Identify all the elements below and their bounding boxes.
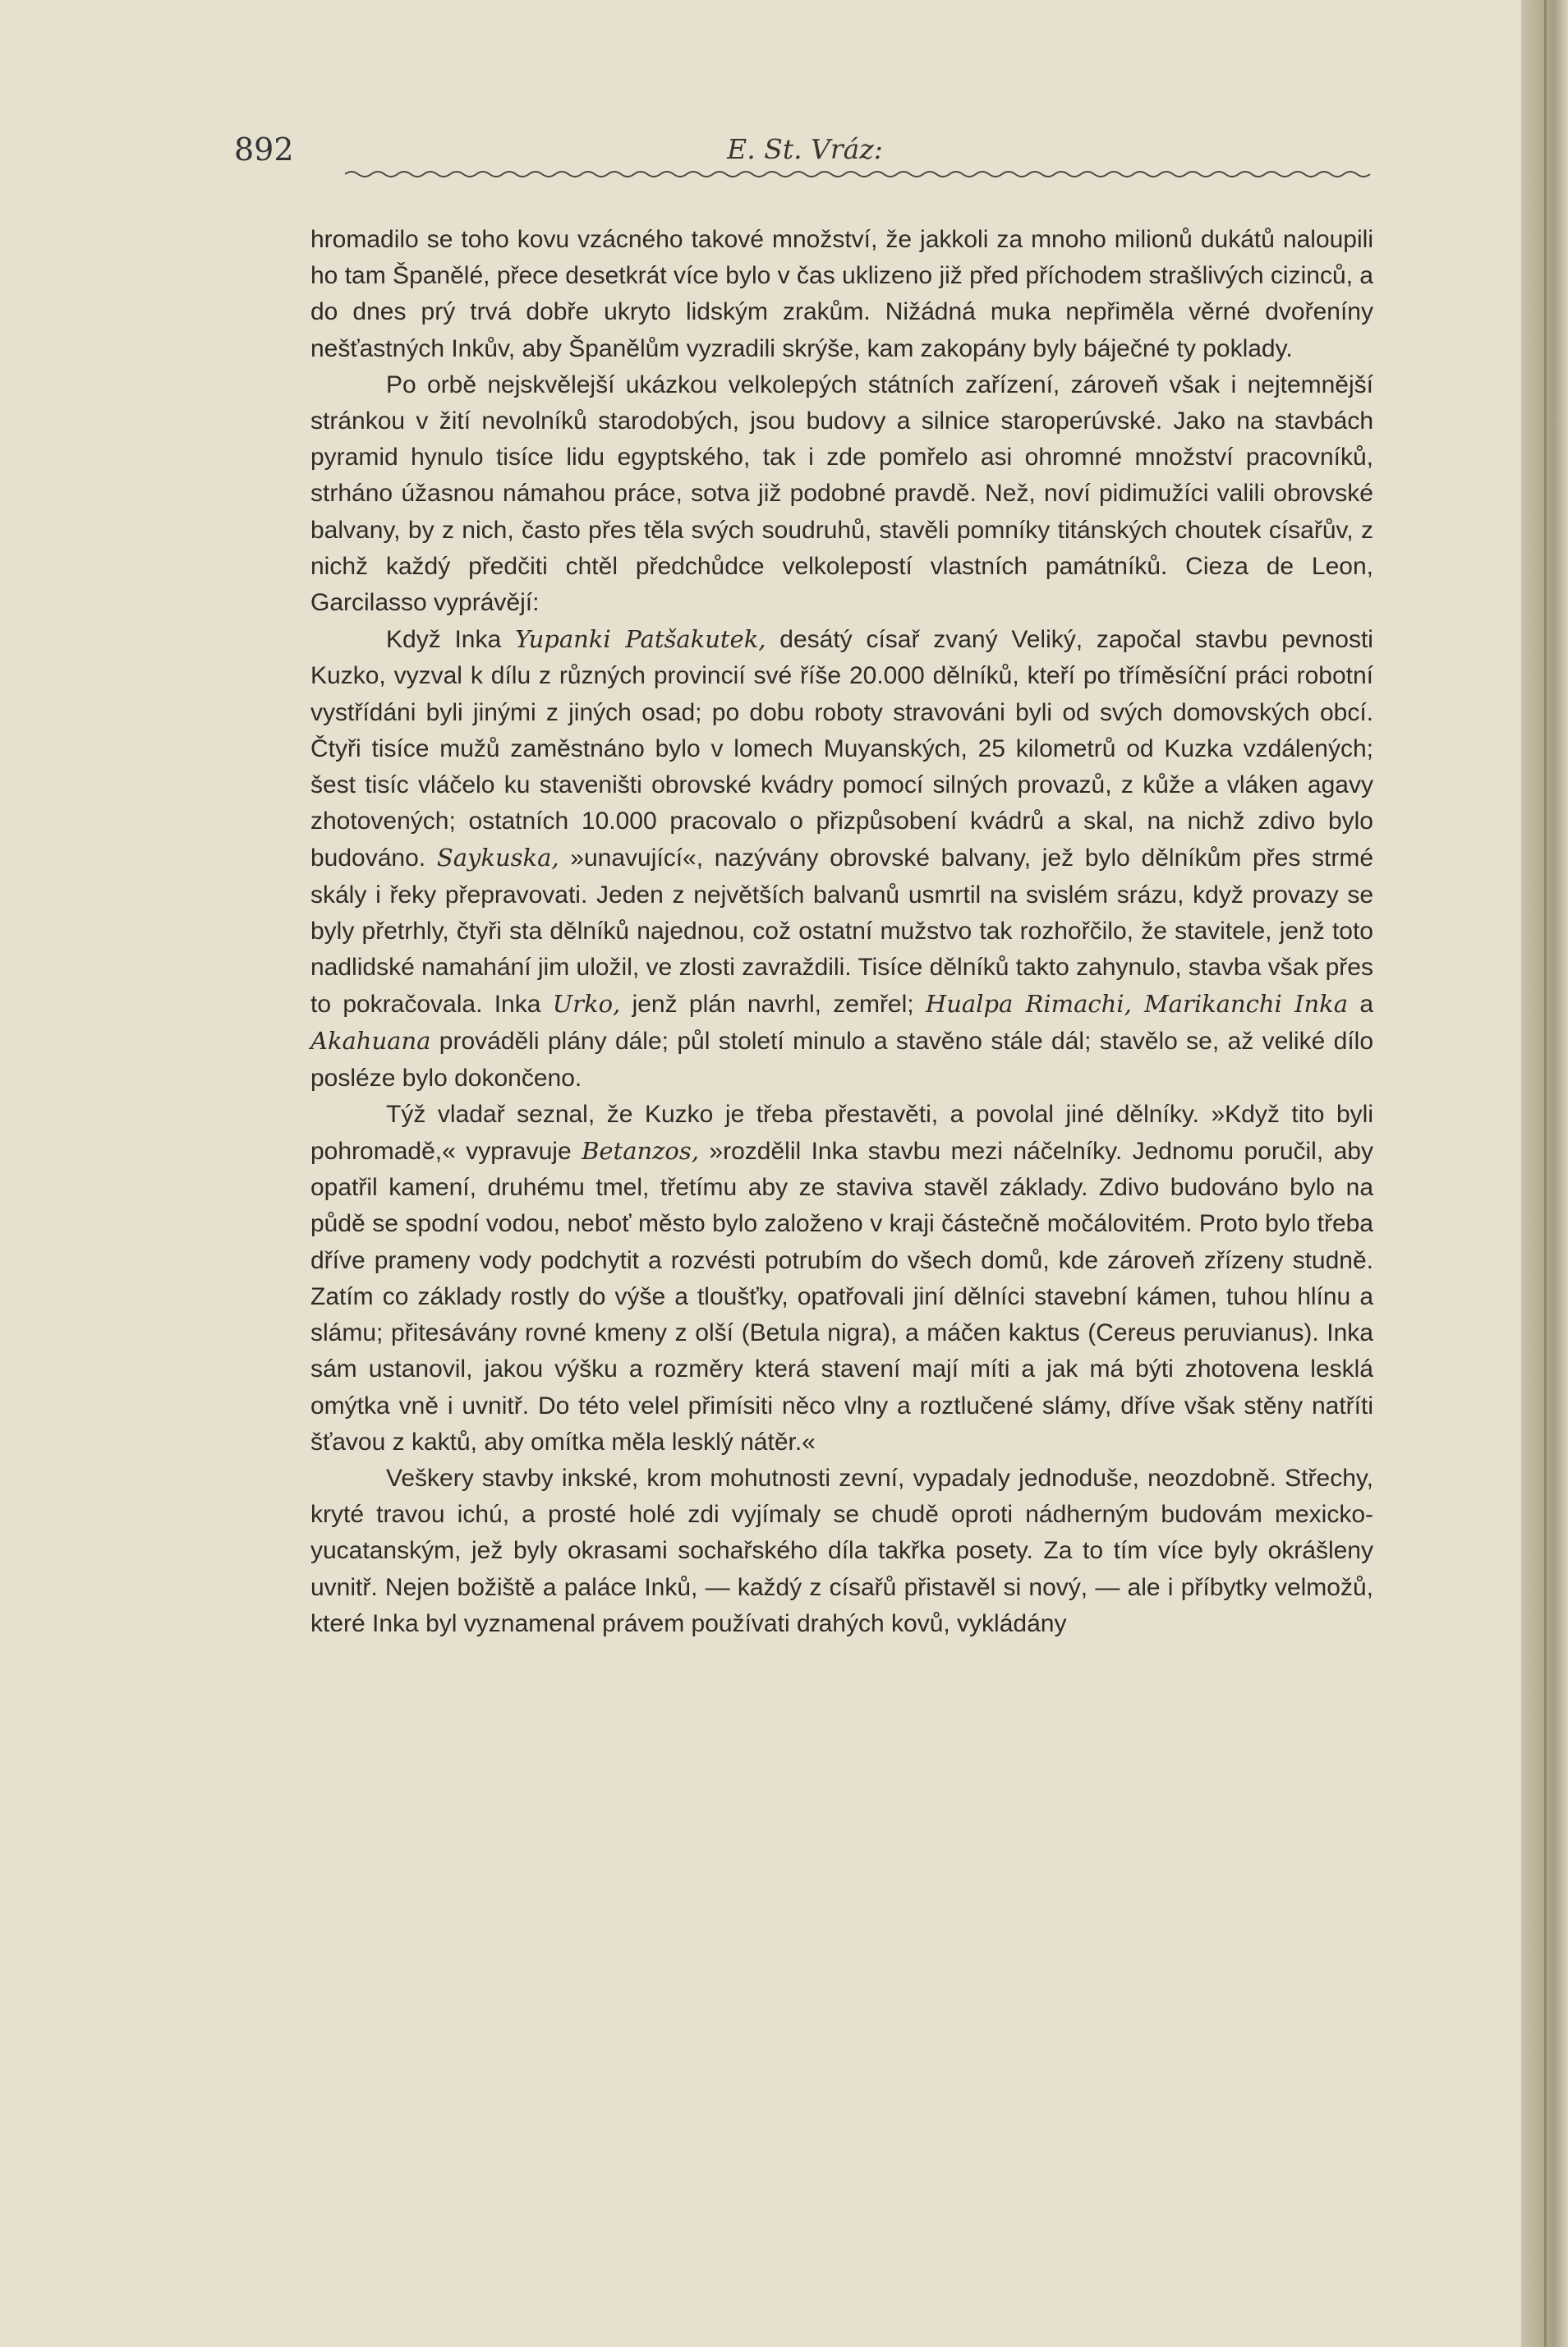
italic-name: Yupanki Patšakutek, xyxy=(514,625,766,654)
body-text xyxy=(310,222,1373,1642)
paragraph-2: Po orbě nejskvělejší ukázkou velkolepých státních zařízení, zároveň však i nejtemnější stránkou v žití nevolníků starodobých, jsou budovy a silnice staroperúvské. Jako na stavbách pyramid hynulo tisíce lidu egyptského, tak i zde pomřelo asi ohromné množství pracovníků, strháno úžasnou námahou práce, sotva již podobné pravdě. Než, noví pidimužíci valili obrovské balvany, by z nich, často přes těla svých soudruhů, stavěli pomníky titánských choutek císařův, z nichž každý předčiti chtěl předchůdce velkolepostí vlastních památníků. Cieza de Leon, Garcilasso vyprávějí: xyxy=(310,370,1373,617)
running-head: E. St. Vráz: xyxy=(727,133,883,165)
text-run: »rozdělil Inka stavbu mezi náčelníky. Jednomu poručil, aby opatřil kamení, druhému tmel, třetímu aby ze staviva stavěl základy. Zdivo budováno bylo na půdě se spodní vodou, neboť město bylo založeno v kraji částečně močálovitém. Proto bylo třeba dříve prameny vody podchytit a rozvésti potrubím do všech domů, kde zároveň zřízeny studně. Zatím co základy rostly do výše a tloušťky, opatřovali jiní dělníci stavební kámen, tuhou hlínu a slámu; přitesávány rovné kmeny z olší (Betula nigra), a máčen kaktus (Cereus peruvianus). Inka sám ustanovil, jakou výšku a rozměry která stavení mají míti a jak má býti zhotovena lesklá omýtka vně i uvnitř. Do této velel přimísiti něco vlny a roztlučené slámy, dříve však stěny natříti šťavou z kaktů, aby omítka měla lesklý nátěr.« xyxy=(310,1138,1373,1456)
page-edge-line xyxy=(1544,0,1547,2347)
paragraph-5: Veškery stavby inkské, krom mohutnosti zevní, vypadaly jednoduše, neozdobně. Střechy, kryté travou ichú, a prosté holé zdi vyjímaly se chudě oproti nádherným budovám mexicko-yucatanským, jež byly okrasami sochařského díla takřka posety. Za to tím více byly okrášleny uvnitř. Nejen božiště a paláce Inků, — každý z císařů přistavěl si nový, — ale i příbytky velmožů, které Inka byl vyznamenal právem používati drahých kovů, vykládány xyxy=(310,1464,1373,1637)
italic-name: Akahuana xyxy=(310,1027,431,1056)
text-run: desátý císař zvaný Veliký, započal stavbu pevnosti Kuzko, vyzval k dílu z různých provincií své říše 20.000 dělníků, kteří po tříměsíční práci robotní vystřídáni byli jinými z jiných osad; po dobu roboty stravováni byli od svých domovských obcí. Čtyři tisíce mužů zaměstnáno bylo v lomech Muyanských, 25 kilometrů od Kuzka vzdálených; šest tisíc vláčelo ku staveništi obrovské kvádry pomocí silných provazů, z kůže a vláken agavy zhotovených; ostatních 10.000 pracovalo o přizpůsobení kvádrů a skal, na nichž zdivo bylo budováno. xyxy=(310,626,1373,872)
paragraph-4 xyxy=(310,1097,1373,1461)
text-run: jenž plán navrhl, zemřel; xyxy=(620,991,926,1019)
paragraph-3 xyxy=(310,621,1373,1097)
paragraph-1: hromadilo se toho kovu vzácného takové množství, že jakkoli za mnoho milionů dukátů naloupili ho tam Španělé, přece desetkrát více bylo v čas uklizeno již před příchodem strašlivých cizinců, a do dnes prý trvá dobře ukryto lidským zrakům. Nižádná muka nepřiměla věrné dvořeníny nešťastných Inkův, aby Španělům vyzradili skrýše, kam zakopány byly báječné ty poklady. xyxy=(310,226,1373,362)
page-number: 892 xyxy=(234,131,294,168)
italic-name: Urko, xyxy=(552,990,621,1019)
text-run: Když Inka xyxy=(386,626,515,654)
italic-name: Hualpa Rimachi, Marikanchi Inka xyxy=(925,990,1349,1019)
text-run: Týž vladař seznal, že Kuzko je třeba přestavěti, a povolal jiné dělníky. »Když tito byli pohromadě,« vypravuje xyxy=(310,1100,1373,1166)
italic-name: Betanzos, xyxy=(582,1137,699,1166)
italic-term: Saykuska, xyxy=(436,844,559,872)
wavy-rule-ornament xyxy=(345,168,1372,180)
text-run: a xyxy=(1348,991,1373,1019)
text-run: »unavující«, nazývány obrovské balvany, jež bylo dělníkům přes strmé skály i řeky přepravovati. Jeden z největších balvanů usmrtil na svislém srázu, když provazy se byly přetrhly, čtyři sta dělníků najednou, což ostatní mužstvo tak rozhořčilo, že stavitele, jenž toto nadlidské namahání jim uložil, ve zlosti zavraždili. Tisíce dělníků takto zahynulo, stavba však přes to pokračovala. Inka xyxy=(310,844,1373,1019)
text-run: prováděli plány dále; půl století minulo a stavěno stále dál; stavělo se, až veliké dílo posléze bylo dokončeno. xyxy=(310,1028,1373,1092)
